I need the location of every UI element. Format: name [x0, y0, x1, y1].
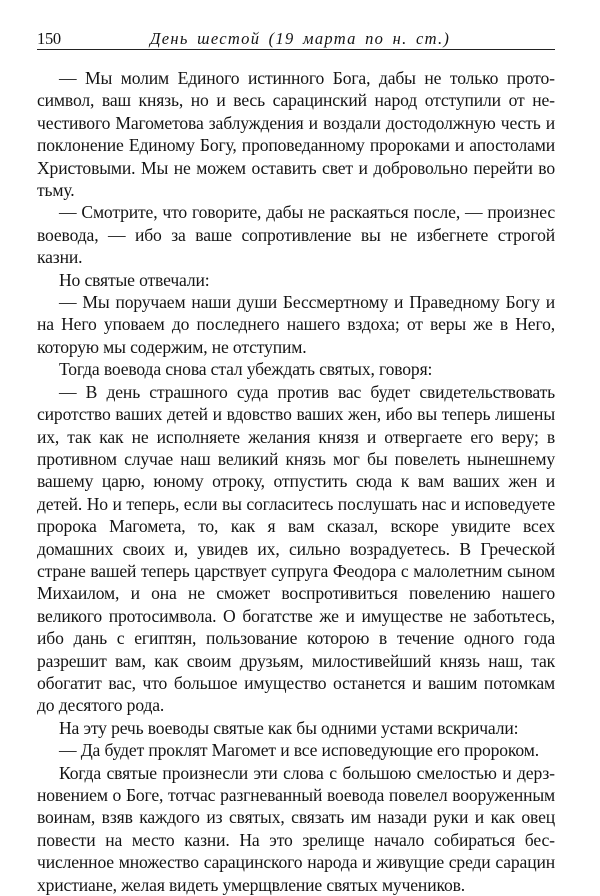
running-title: День шестой (19 марта по н. ст.)	[150, 29, 451, 48]
paragraph: — Мы поручаем наши души Бессмертному и Праведному Богу и на Него уповаем до последнего нашего вздоха; от веры же в Него, которую мы содержим, не отступим.	[37, 292, 555, 357]
body-text	[37, 67, 555, 896]
paragraph: — Мы молим Единого истинного Бога, дабы не только протосимвол, ваш князь, но и весь сарацинский народ отступили от нечестивого Магометова заблуждения и воздали достодолжную честь и поклонение Единому Богу, проповеданному пророками и апостолами Христовыми. Мы не можем оставить свет и добровольно перейти во тьму.	[37, 68, 555, 201]
paragraph: Когда святые произнесли эти слова с большою смелостью и дерзновением о Боге, тотчас разгневанный воевода повелел вооруженным воинам, взяв каждого из святых, связать им назади руки и как овец повести на место казни. На это зрелище начало собираться бесчисленное множество сарацинского народа и живущие среди сарацин христиане, желая видеть умерщвление святых мучеников.	[37, 762, 555, 895]
book-page	[37, 30, 555, 896]
paragraph: Но святые отвечали:	[59, 269, 210, 290]
paragraph: Тогда воевода снова стал убеждать святых, говоря:	[59, 359, 433, 380]
page-number: 150	[37, 29, 61, 48]
paragraph: — В день страшного суда против вас будет свидетельствовать сиротство ваших детей и вдовство ваших жен, ибо вы теперь лишены их, так как не исполняете желания князя и отвергаете его веру; в противном случае наш великий князь мог бы повелеть нынешнему вашему царю, юному отроку, отпустить сюда к вам ваших жен и детей. Но и теперь, если вы согласитесь послушать нас и исповедуете пророка Магомета, то, как я вам сказал, вскоре увидите всех домашних своих и, увидев их, сильно возрадуетесь. В Греческой стране вашей теперь царствует супруга Феодора с малолетним сыном Михаилом, и она не сможет воспротивиться повелению нашего великого протосимвола. О богатстве же и имуществе не заботьтесь, ибо дань с египтян, пользование которою в течение одного года разрешит вам, как своим друзьям, милостивейший князь наш, так обогатит вас, что большое имущество останется и вашим потомкам до десятого рода.	[37, 381, 555, 716]
paragraph: — Да будет проклят Магомет и все исповедующие его пророком.	[59, 740, 539, 761]
running-header	[37, 30, 555, 50]
paragraph: На эту речь воеводы святые как бы одними устами вскричали:	[59, 717, 519, 738]
paragraph: — Смотрите, что говорите, дабы не раскаяться после, — произнес воевода, — ибо за ваше сопротивление вы не избегнете строгой казни.	[37, 202, 555, 268]
